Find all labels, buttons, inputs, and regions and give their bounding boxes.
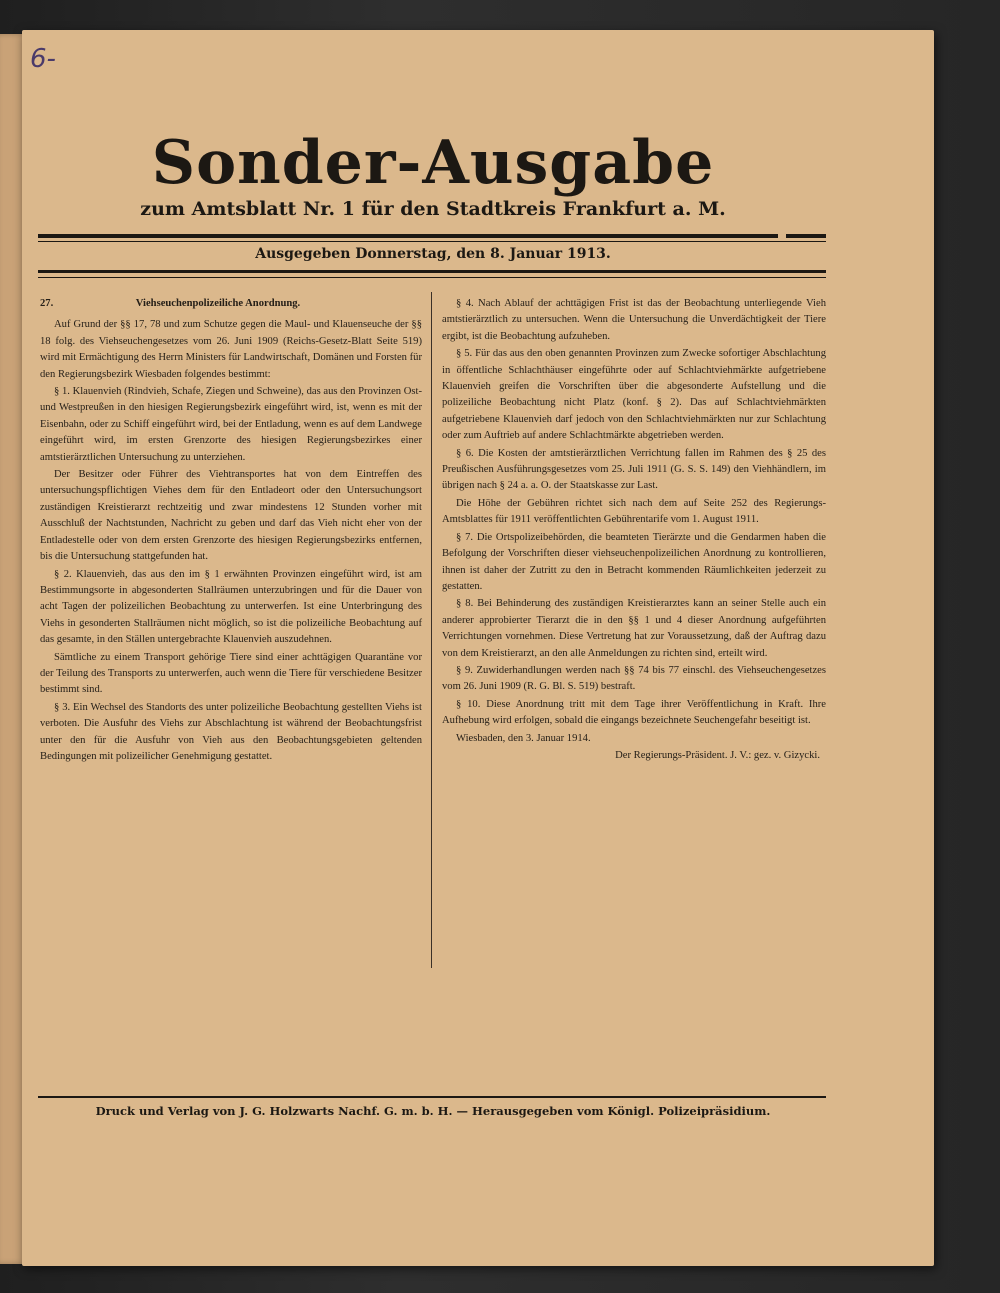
date-rule-thick xyxy=(38,270,826,273)
left-column xyxy=(40,296,422,766)
paragraph-section-9: § 9. Zuwiderhandlungen werden nach §§ 74 bis 77 einschl. des Viehseuchengesetzes vom 26. Juni 1909 (R. G. Bl. S. 519) bestraft. xyxy=(442,664,826,693)
paragraph-section-2-quarantine: Sämtliche zu einem Transport gehörige Tiere sind einer achttägigen Quarantäne vor der Teilung des Transports zu unterwerfen, auch wenn die Tiere für verschiedene Besitzer bestimmt sind. xyxy=(40,651,422,696)
paragraph-section-4: § 4. Nach Ablauf der achttägigen Frist ist das der Beobachtung unterliegende Vieh amtstierärztlich zu untersuchen. Wenn die Untersuchung die Unverdächtigkeit der Tiere ergibt, ist die Beobachtung aufzuheben. xyxy=(442,298,826,342)
right-column xyxy=(442,296,826,765)
paragraph-section-6-fees: Die Höhe der Gebühren richtet sich nach dem auf Seite 252 des Regierungs-Amtsblattes für 1911 veröffentlichten Gebührentarife vom 1. August 1911. xyxy=(442,497,826,526)
paragraph-section-7: § 7. Die Ortspolizeibehörden, die beamteten Tierärzte und die Gendarmen haben die Befolgung der Vorschriften dieser viehseuchenpolizeilichen Anordnung zu kontrollieren, ihnen ist daher der Zutritt zu den in Betracht kommenden Räumlichkeiten jederzeit zu gestatten. xyxy=(442,531,826,592)
document-subtitle: zum Amtsblatt Nr. 1 für den Stadtkreis Frankfurt a. M. xyxy=(140,198,726,220)
column-divider xyxy=(431,292,432,968)
handwritten-margin-note: 6- xyxy=(30,44,56,74)
imprint-line: Druck und Verlag von J. G. Holzwarts Nachf. G. m. b. H. — Herausgegeben vom Königl. Polizeipräsidium. xyxy=(95,1104,771,1118)
article-heading xyxy=(40,296,422,312)
paragraph-section-8: § 8. Bei Behinderung des zuständigen Kreistierarztes kann an seiner Stelle auch ein anderer approbierter Tierarzt die in den §§ 1 und 4 dieser Anordnung aufgeführten Verrichtungen vornehmen. Diese Vertretung hat zur Voraussetzung, daß der Auftrag dazu von dem Kreistierarzt, an den alle Anmeldungen zu richten sind, erteilt wird. xyxy=(442,598,826,659)
paragraph-section-3: § 3. Ein Wechsel des Standorts des unter polizeiliche Beobachtung gestellten Viehs ist verboten. Die Ausfuhr des Viehs zur Abschlachtung ist während der Beobachtungsfrist unter den für die Ausfuhr von Vieh aus den Beobachtungsgebieten geltenden Bedingungen mit polizeilicher Genehmigung gestattet. xyxy=(40,701,422,762)
article-number: 27. xyxy=(40,298,54,309)
place-and-date: Wiesbaden, den 3. Januar 1914. xyxy=(456,732,591,744)
article-title: Viehseuchenpolizeiliche Anordnung. xyxy=(135,298,301,309)
header-rule-thick xyxy=(38,234,778,238)
paragraph-section-2: § 2. Klauenvieh, das aus den im § 1 erwähnten Provinzen eingeführt wird, ist am Bestimmungsorte in abgesonderten Stallräumen unterzubringen und für die Dauer von acht Tagen der polizeilichen Beobachtung zu unterwerfen. Ist eine Unterbringung des Viehs in gesonderten Stallräumen nicht möglich, so ist die polizeiliche Beobachtung auf das gesamte, in den Ställen untergebrachte Klauenvieh auszudehnen. xyxy=(40,568,422,646)
paragraph-section-1: § 1. Klauenvieh (Rindvieh, Schafe, Ziegen und Schweine), das aus den Provinzen Ost- und Westpreußen in den hiesigen Regierungsbezirk eingeführt wird, ist, wenn es mit der Eisenbahn, oder zu Schiff eingeführt wird, bei der Entladung, wenn es auf dem Landwege eingeführt wird, im ersten Grenzorte des hiesigen Regierungsbezirkes einer amtstierärztlichen Untersuchung zu unterziehen. xyxy=(40,386,422,463)
paragraph-preamble: Auf Grund der §§ 17, 78 und zum Schutze gegen die Maul- und Klauenseuche der §§ 18 folg. des Viehseuchengesetzes vom 26. Juni 1909 (Reichs-Gesetz-Blatt Seite 519) wird mit Ermächtigung des Herrn Ministers für Landwirtschaft, Domänen und Forsten für den Regierungsbezirk Wiesbaden folgendes bestimmt: xyxy=(40,319,422,380)
footer-rule-thick xyxy=(38,1096,826,1098)
header-rule-short xyxy=(786,234,826,238)
paragraph-section-5: § 5. Für das aus den oben genannten Provinzen zum Zwecke sofortiger Abschlachtung in öffentliche Schlachthäuser eingeführte oder auf Schlachtviehmärkte aufgetriebene Klauenvieh greifen die Vorschriften über die abgesonderte Aufstellung und die polizeiliche Beobachtung nicht Platz (konf. § 2). Das auf Schlachtviehmärkten aufgetriebene Klauenvieh darf jedoch von den Schlachtviehmärkten nur zur Schlachtung oder zum Auftrieb auf andere Schlachtmärkte abgetrieben werden. xyxy=(442,348,826,442)
signature-line: Der Regierungs-Präsident. J. V.: gez. v. Gizycki. xyxy=(615,749,820,761)
paragraph-section-1-notice: Der Besitzer oder Führer des Viehtransportes hat von dem Eintreffen des untersuchungspflichtigen Viehes dem für den Entladeort oder den Untersuchungsort zuständigen Kreistierarzt rechtzeitig und zwar mindestens 12 Stunden vorher mit Ausschluß der Nachtstunden, Nachricht zu geben und darf das Vieh nicht eher von der Entladestelle oder von dem ersten Grenzorte des hiesigen Regierungsbezirks entfernen, bis die Untersuchung stattgefunden hat. xyxy=(40,469,422,563)
paragraph-section-6: § 6. Die Kosten der amtstierärztlichen Verrichtung fallen im Rahmen des § 25 des Preußischen Ausführungsgesetzes vom 25. Juli 1911 (G. S. S. 149) den Viehhändlern, im übrigen nach § 24 a. a. O. der Staatskasse zur Last. xyxy=(442,447,826,492)
paragraph-section-10: § 10. Diese Anordnung tritt mit dem Tage ihrer Veröffentlichung in Kraft. Ihre Aufhebung wird erfolgen, sobald die eingangs bezeichnete Seuchengefahr beseitigt ist. xyxy=(442,698,826,727)
date-rule-thin xyxy=(38,277,826,278)
document-title: Sonder-Ausgabe xyxy=(151,128,715,198)
header-rule-thin xyxy=(38,241,826,242)
issue-date-line: Ausgegeben Donnerstag, den 8. Januar 1913. xyxy=(255,246,611,262)
